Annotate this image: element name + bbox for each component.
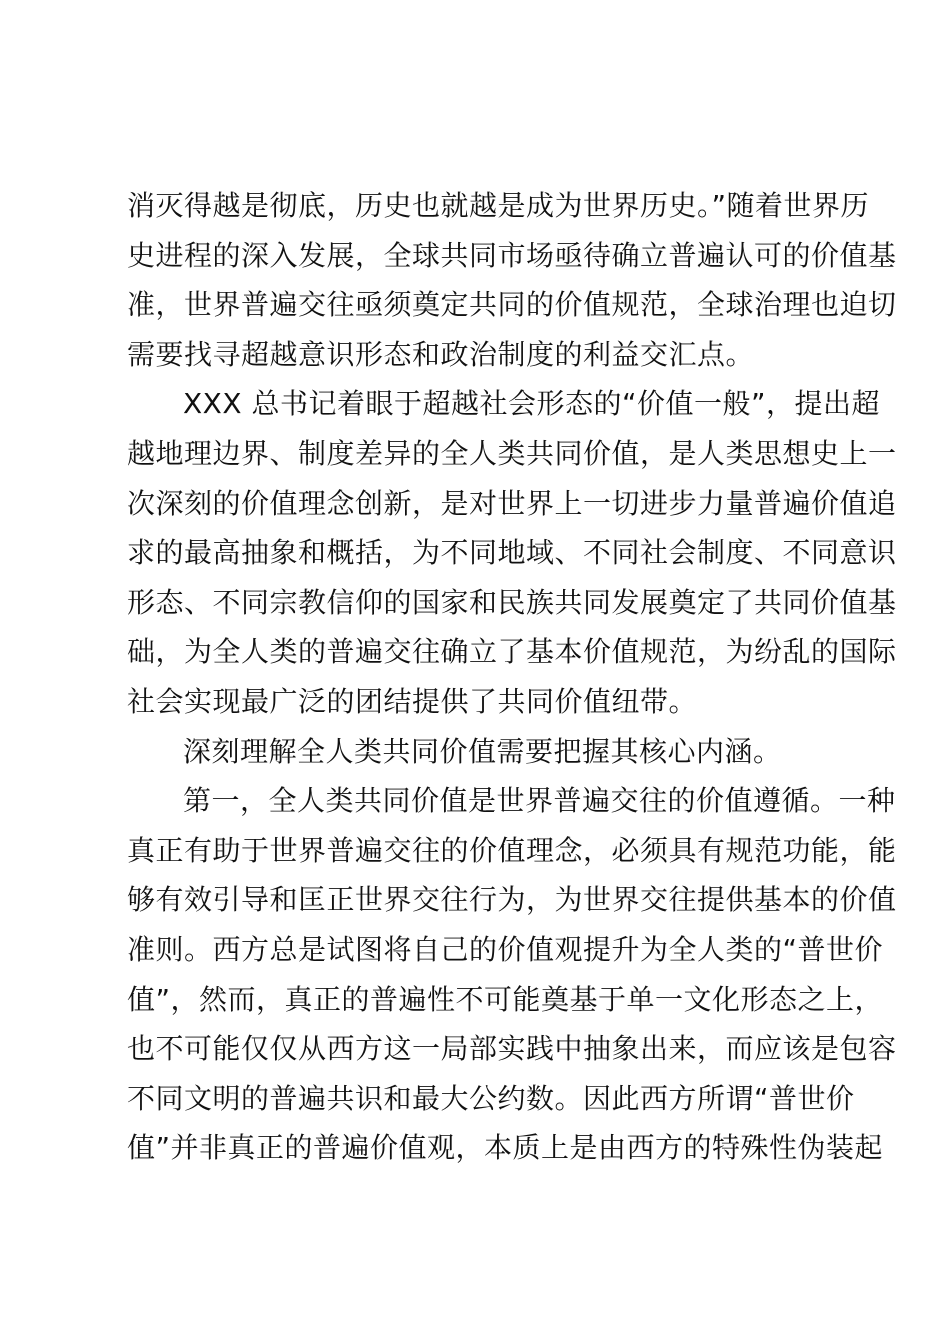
text-line: 准，世界普遍交往亟须奠定共同的价值规范，全球治理也迫切	[127, 288, 897, 322]
text-line: 形态、不同宗教信仰的国家和民族共同发展奠定了共同价值基	[127, 585, 897, 619]
text-line: 社会实现最广泛的团结提供了共同价值纽带。	[127, 684, 698, 718]
text-line: 第一，全人类共同价值是世界普遍交往的价值遵循。一种	[183, 784, 896, 818]
text-line: XXX 总书记着眼于超越社会形态的“价值一般”，提出超	[183, 387, 880, 421]
paragraph-4	[127, 776, 897, 1173]
text-line: 值”并非真正的普遍价值观，本质上是由西方的特殊性伪装起	[127, 1131, 884, 1165]
text-line: 不同文明的普遍共识和最大公约数。因此西方所谓“普世价	[127, 1081, 855, 1115]
text-line: 次深刻的价值理念创新，是对世界上一切进步力量普遍价值追	[127, 486, 897, 520]
text-line: 真正有助于世界普遍交往的价值理念，必须具有规范功能，能	[127, 833, 897, 867]
text-line: 准则。西方总是试图将自己的价值观提升为全人类的“普世价	[127, 932, 884, 966]
text-line: 史进程的深入发展，全球共同市场亟待确立普遍认可的价值基	[127, 238, 897, 272]
text-line: 需要找寻超越意识形态和政治制度的利益交汇点。	[127, 337, 755, 371]
paragraph-1	[127, 181, 897, 379]
text-line: 值”，然而，真正的普遍性不可能奠基于单一文化形态之上，	[127, 982, 884, 1016]
document-body	[127, 181, 897, 1173]
text-line: 越地理边界、制度差异的全人类共同价值，是人类思想史上一	[127, 436, 897, 470]
paragraph-3	[127, 727, 833, 777]
text-line: 也不可能仅仅从西方这一局部实践中抽象出来，而应该是包容	[127, 1032, 897, 1066]
text-line: 消灭得越是彻底，历史也就越是成为世界历史。”随着世界历	[127, 189, 870, 222]
paragraph-2	[127, 379, 897, 726]
text-line: 求的最高抽象和概括，为不同地域、不同社会制度、不同意识	[127, 536, 897, 570]
text-line: 深刻理解全人类共同价值需要把握其核心内涵。	[183, 734, 782, 768]
text-line: 够有效引导和匡正世界交往行为，为世界交往提供基本的价值	[127, 883, 897, 917]
text-line: 础，为全人类的普遍交往确立了基本价值规范，为纷乱的国际	[127, 635, 897, 669]
